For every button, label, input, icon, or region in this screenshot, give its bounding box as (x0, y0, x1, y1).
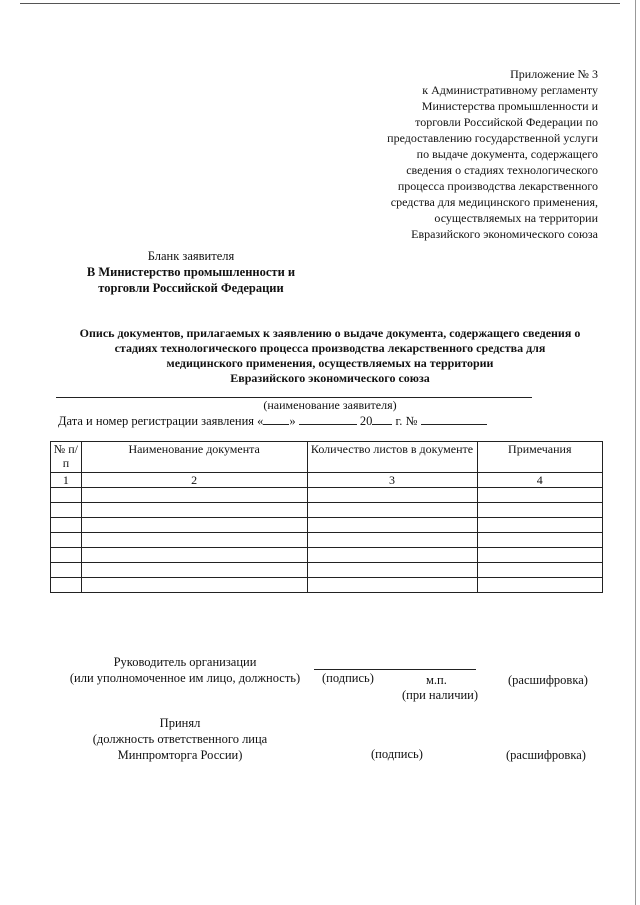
year-suffix: г. № (395, 414, 418, 428)
table-row (51, 503, 603, 518)
blank-label: Бланк заявителя (147, 249, 235, 263)
appendix-line: Евразийского экономического союза (411, 227, 598, 241)
appendix-line: процесса производства лекарственного (397, 179, 598, 193)
page-right-edge (635, 0, 636, 905)
table-number-row (51, 473, 603, 488)
accepted-subtitle: Минпромторга России) (117, 748, 243, 762)
table-cell[interactable] (477, 548, 602, 563)
table-cell[interactable] (81, 488, 307, 503)
documents-table (50, 441, 603, 593)
head-signature-caption (60, 654, 310, 686)
reg-year-field[interactable] (372, 413, 392, 425)
registration-line (58, 413, 487, 429)
reg-number-field[interactable] (421, 413, 487, 425)
appendix-note (338, 66, 598, 242)
table-cell[interactable] (81, 518, 307, 533)
head-title: Руководитель организации (113, 655, 257, 669)
header-notes: Примечания (477, 442, 602, 473)
registration-label: Дата и номер регистрации заявления « (58, 414, 264, 428)
appendix-line: осуществляемых на территории (434, 211, 598, 225)
table-cell[interactable] (81, 578, 307, 593)
table-cell[interactable] (307, 578, 477, 593)
appendix-line: торговли Российской Федерации по (415, 115, 598, 129)
accepted-label: Принял (159, 716, 201, 730)
column-number: 3 (307, 473, 477, 488)
table-cell[interactable] (307, 518, 477, 533)
addressee-line: торговли Российской Федерации (98, 281, 284, 295)
table-cell[interactable] (51, 578, 82, 593)
appendix-line: предоставлению государственной услуги (387, 131, 598, 145)
header-sheet-count: Количество листов в документе (307, 442, 477, 473)
head-subtitle: (или уполномоченное им лицо, должность) (69, 671, 301, 685)
table-cell[interactable] (51, 533, 82, 548)
table-cell[interactable] (51, 563, 82, 578)
table-cell[interactable] (81, 548, 307, 563)
appendix-line: Министерства промышленности и (421, 99, 598, 113)
reg-month-field[interactable] (299, 413, 357, 425)
table-cell[interactable] (477, 488, 602, 503)
table-cell[interactable] (81, 563, 307, 578)
seal-label: м.п. (426, 673, 447, 687)
table-cell[interactable] (307, 563, 477, 578)
document-title (50, 326, 610, 386)
table-header-row (51, 442, 603, 473)
signature-label: (подпись) (322, 671, 374, 685)
applicant-caption: (наименование заявителя) (263, 398, 397, 412)
appendix-line: к Административному регламенту (422, 83, 598, 97)
header-number: № п/п (51, 442, 82, 473)
table-cell[interactable] (307, 503, 477, 518)
table-cell[interactable] (307, 488, 477, 503)
header-document-name: Наименование документа (81, 442, 307, 473)
accepted-subtitle: (должность ответственного лица (92, 732, 268, 746)
table-row (51, 563, 603, 578)
addressee-line: В Министерство промышленности и (86, 265, 296, 279)
table-cell[interactable] (477, 563, 602, 578)
title-line: стадиях технологического процесса производства лекарственного средства для (114, 341, 546, 355)
column-number: 2 (81, 473, 307, 488)
page-top-edge (20, 3, 620, 4)
table-cell[interactable] (81, 533, 307, 548)
table-row (51, 548, 603, 563)
title-line: Евразийского экономического союза (230, 371, 430, 385)
appendix-line: Приложение № 3 (510, 67, 598, 81)
column-number: 1 (51, 473, 82, 488)
table-cell[interactable] (477, 533, 602, 548)
table-cell[interactable] (81, 503, 307, 518)
year-prefix: 20 (359, 414, 373, 428)
table-cell[interactable] (477, 578, 602, 593)
table-cell[interactable] (477, 518, 602, 533)
applicant-letterhead (76, 248, 306, 296)
table-row (51, 578, 603, 593)
seal-note: (при наличии) (402, 688, 479, 702)
accepted-decode-label: (расшифровка) (506, 748, 586, 762)
table-row (51, 518, 603, 533)
table-row (51, 533, 603, 548)
table-cell[interactable] (51, 518, 82, 533)
accepted-signature-label: (подпись) (371, 747, 423, 761)
reg-day-field[interactable] (263, 413, 289, 425)
table-cell[interactable] (51, 488, 82, 503)
table-cell[interactable] (51, 503, 82, 518)
title-line: Опись документов, прилагаемых к заявлению о выдаче документа, содержащего сведения о (79, 326, 581, 340)
table-row (51, 488, 603, 503)
appendix-line: по выдаче документа, содержащего (416, 147, 598, 161)
table-cell[interactable] (307, 533, 477, 548)
title-line: медицинского применения, осуществляемых на территории (166, 356, 494, 370)
column-number: 4 (477, 473, 602, 488)
appendix-line: сведения о стадиях технологического (406, 163, 598, 177)
quote-close: » (289, 414, 296, 428)
decode-label: (расшифровка) (508, 673, 588, 687)
appendix-line: средства для медицинского применения, (390, 195, 598, 209)
table-cell[interactable] (477, 503, 602, 518)
accepted-caption (80, 715, 280, 763)
table-cell[interactable] (51, 548, 82, 563)
table-cell[interactable] (307, 548, 477, 563)
